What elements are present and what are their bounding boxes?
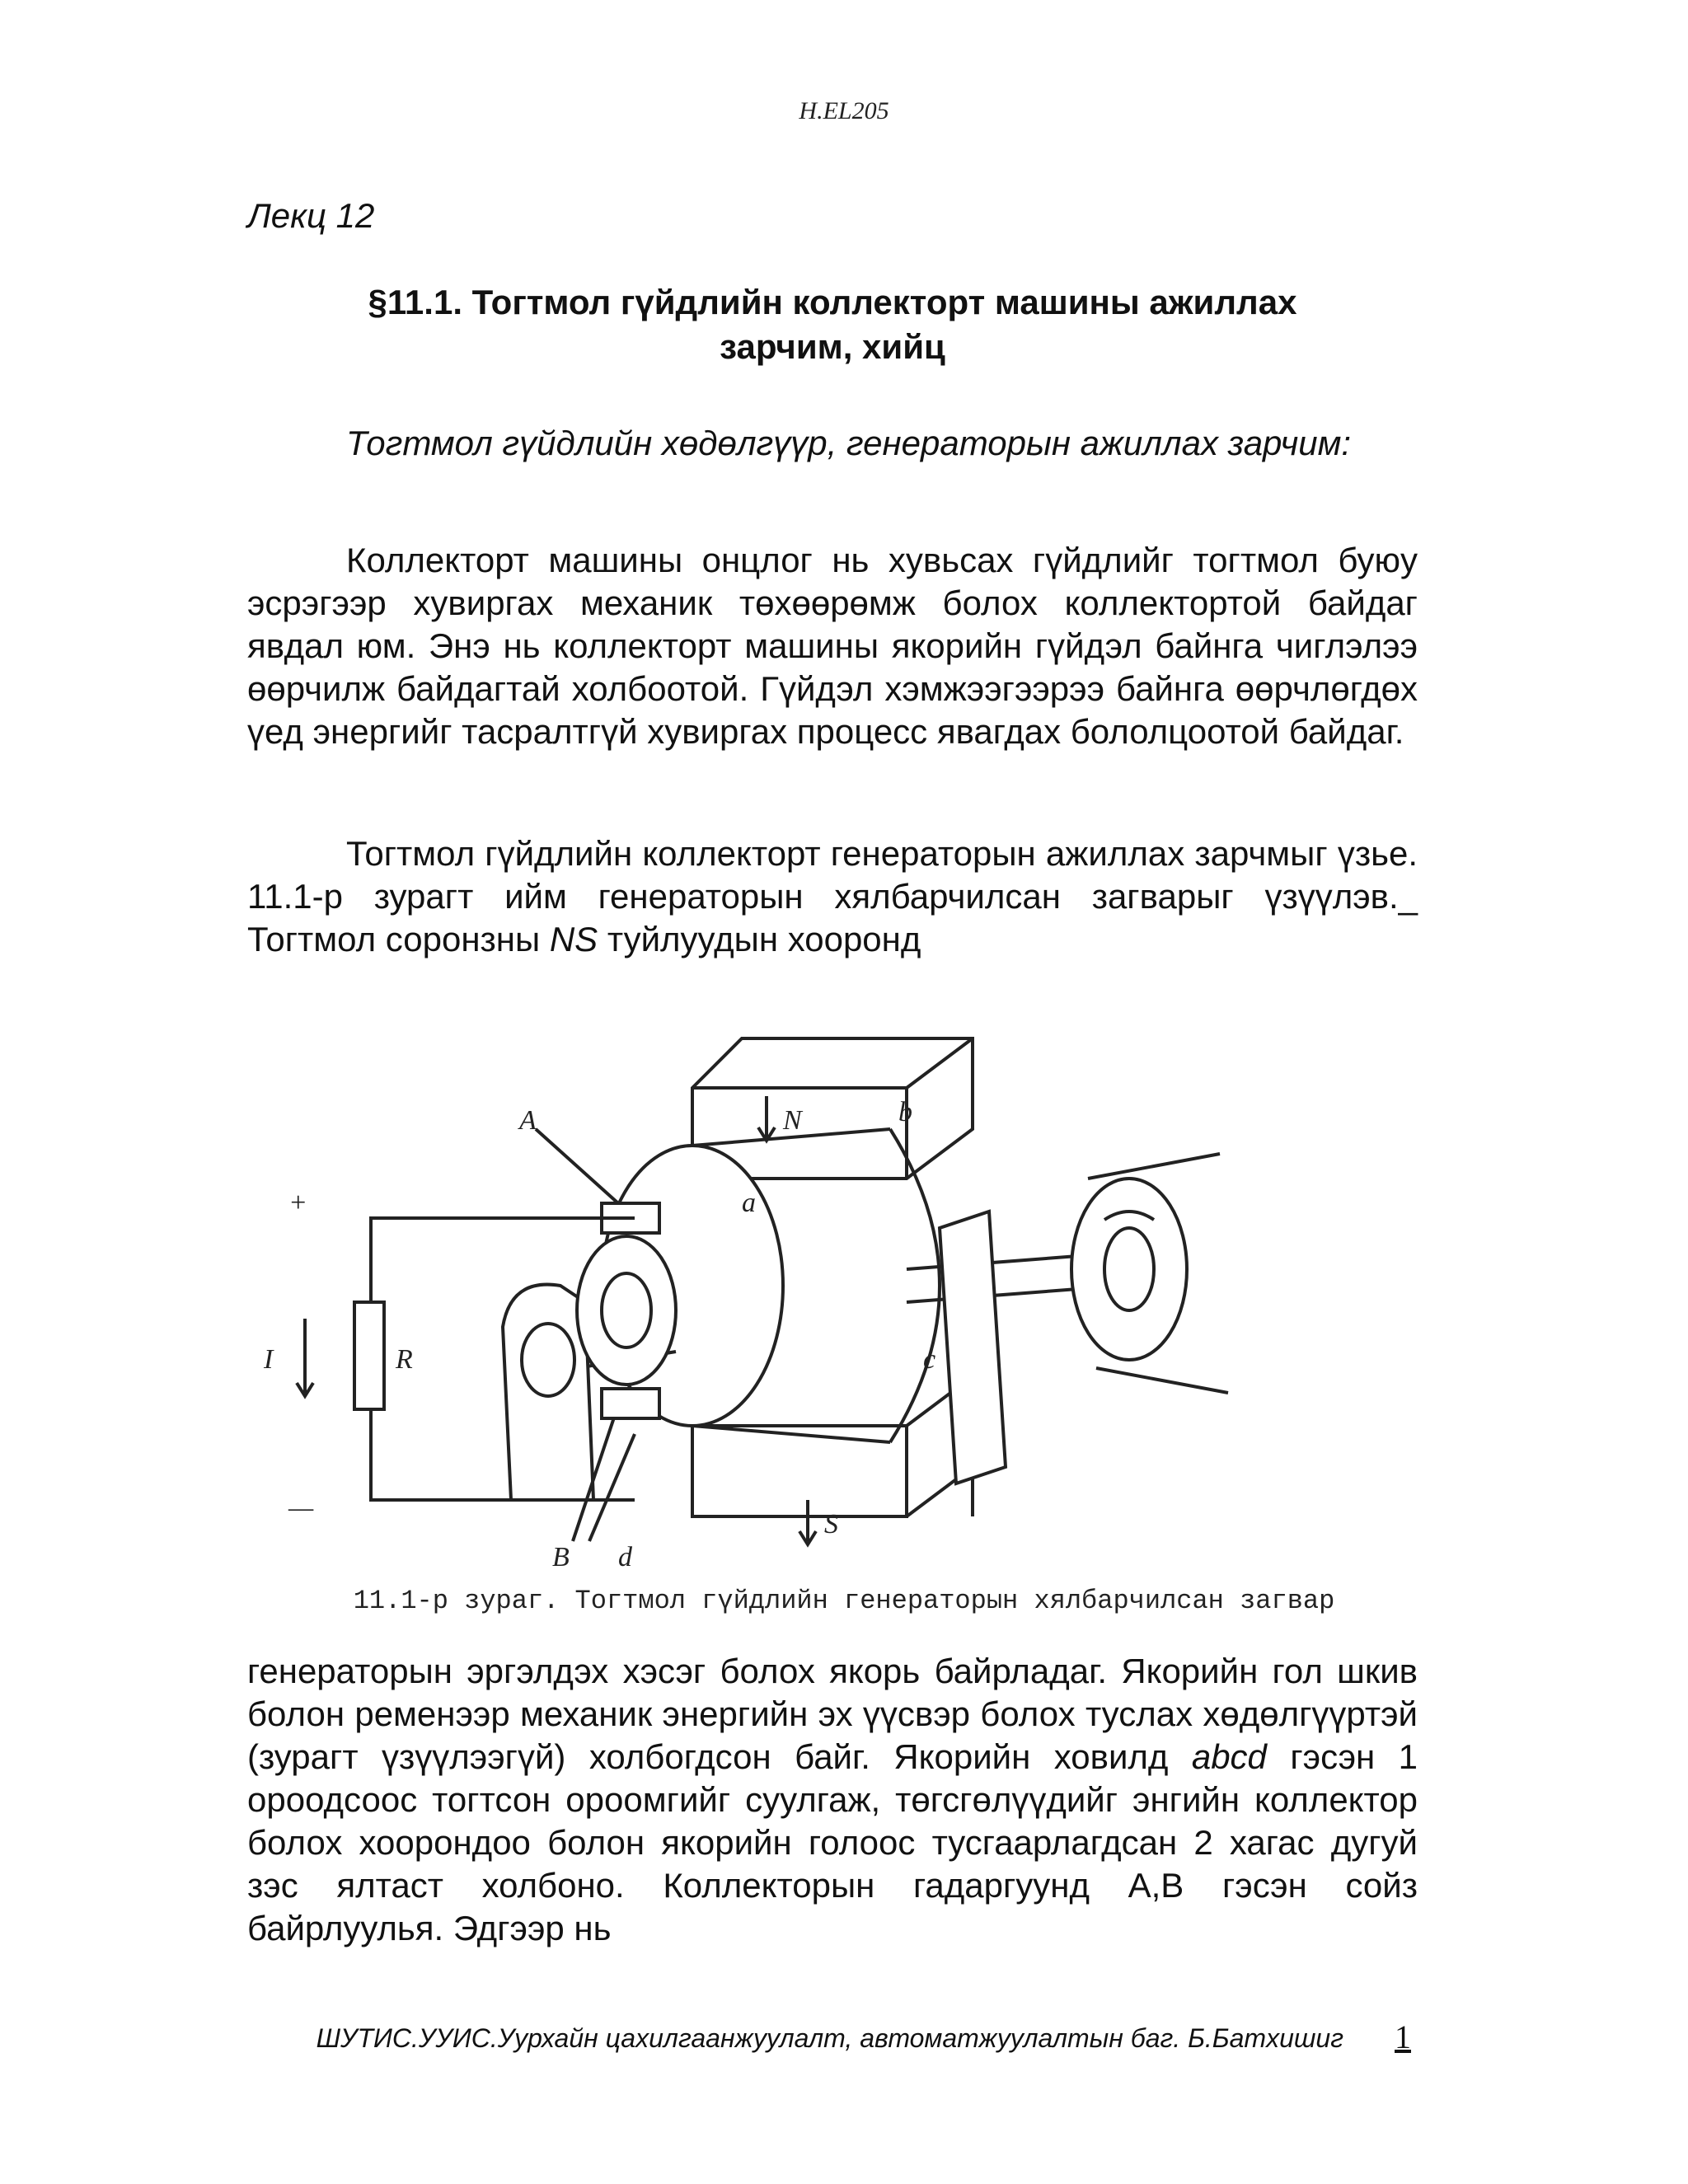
resistor [354, 1302, 384, 1409]
paragraph-3-text: генераторын эргэлдэх хэсэг болох якорь байрладаг. Якорийн гол шкив болон ременээр механик энергийн эх үүсвэр болох туслах хөдөлгүүртэй (зурагт үзүүлээгүй) холбогдсон байг. Якорийн ховилд [247, 1652, 1418, 1776]
section-title-line2: зарчим, хийц [720, 327, 945, 366]
paragraph-2-text: Тогтмол гүйдлийн коллекторт генераторын ажиллах зарчмыг үзье. 11.1-р зурагт ийм генераторын хялбарчилсан загварыг үзүүлэв._ Тогтмол соронзны [247, 834, 1418, 958]
lecture-label: Лекц 12 [247, 196, 375, 235]
coil-b-label: b [898, 1097, 912, 1127]
minus-label: — [288, 1493, 314, 1523]
paragraph-3-tail: гэсэн 1 ороодсоос тогтсон ороомгийг суулгаж, төгсгөлүүдийг энгийн коллектор болох хоорондоо болон якорийн голоос тусгаарлагдсан 2 хагас дугуй зэс ялтаст холбоно. Коллекторын гадаргуунд А,В гэсэн сойз байрлуулья. Эдгээр нь [247, 1737, 1418, 1947]
paragraph-2-emph: NS [549, 920, 598, 958]
coil-c-label: c [923, 1344, 936, 1375]
pulley [1071, 1179, 1187, 1360]
section-title-line1: §11.1. Тогтмол гүйдлийн коллекторт машины ажиллах [368, 283, 1297, 321]
plus-label: + [288, 1188, 307, 1218]
paragraph-3-emph: abcd [1191, 1737, 1267, 1776]
paragraph-3 [247, 1650, 1418, 1950]
footer-text: ШУТИС.УУИС.Уурхайн цахилгаанжуулалт, автоматжуулалтын баг. Б.Батхишиг [316, 2023, 1343, 2053]
bearing-right [940, 1212, 1006, 1483]
brush-b [602, 1389, 659, 1418]
current-label: I [264, 1344, 274, 1375]
brush-a-label: A [519, 1105, 537, 1136]
armature-back [890, 1129, 940, 1442]
figure-caption: 11.1-р зураг. Тогтмол гүйдлийн генераторын хялбарчилсан загвар [353, 1586, 1335, 1616]
section-title [247, 280, 1418, 369]
page-number: 1 [1395, 2018, 1411, 2055]
resistor-label: R [396, 1344, 413, 1375]
paragraph-2 [247, 832, 1418, 961]
document-code: H.EL205 [799, 97, 889, 124]
generator-figure [264, 1005, 1253, 1572]
paragraph-1: Коллекторт машины онцлог нь хувьсах гүйдлийг тогтмол буюу эсрэгээр хувиргах механик төхөөрөмж болох коллектортой байдаг явдал юм. Энэ нь коллекторт машины якорийн гүйдэл байнга чиглэлээ өөрчилж байдагтай холбоотой. Гүйдэл хэмжээгээрээ байнга өөрчлөгдөх үед энергийг тасралтгүй хувиргах процесс явагдах бололцоотой байдаг. [247, 541, 1418, 751]
pole-s-label: S [824, 1509, 838, 1540]
commutator [577, 1236, 676, 1385]
north-pole-block [692, 1038, 973, 1179]
subheading: Тогтмол гүйдлийн хөдөлгүүр, генераторын ажиллах зарчим: [346, 424, 1352, 462]
pole-n-label: N [783, 1105, 802, 1136]
coil-d-label: d [618, 1542, 632, 1572]
paragraph-2-tail: туйлуудын хооронд [598, 920, 921, 958]
coil-a-label: a [742, 1188, 756, 1218]
brush-b-label: B [552, 1542, 570, 1572]
